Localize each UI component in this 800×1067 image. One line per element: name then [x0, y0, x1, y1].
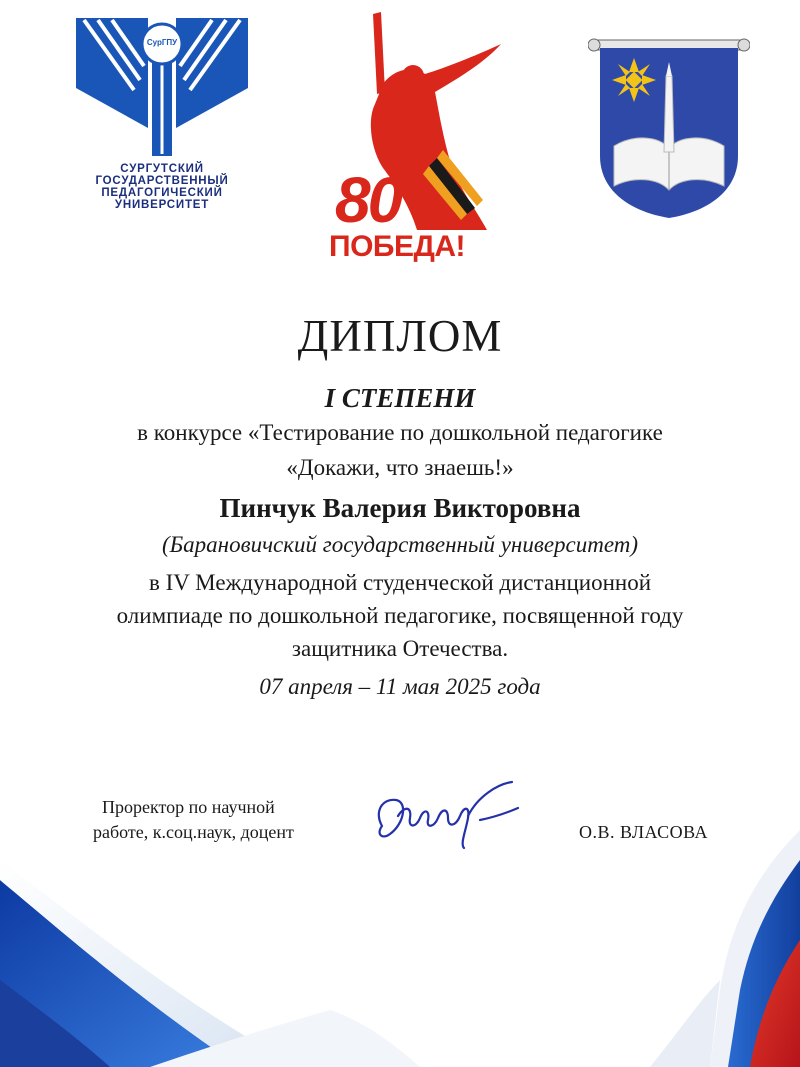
- contest-line: «Докажи, что знаешь!»: [286, 455, 514, 480]
- event-dates: 07 апреля – 11 мая 2025 года: [259, 674, 541, 699]
- description-line: в IV Международной студенческой дистанционной: [148, 570, 652, 595]
- signer-name: О.В. ВЛАСОВА: [579, 822, 709, 842]
- sgpu-badge-text: СурГПУ: [146, 38, 178, 47]
- sgpu-caption-line: УНИВЕРСИТЕТ: [114, 199, 210, 211]
- recipient-university: (Барановичский государственный университет): [161, 532, 639, 557]
- flag-ribbon-left: [0, 860, 420, 1067]
- signer-role-line: Проректор по научной: [102, 797, 275, 817]
- description-line: защитника Отечества.: [291, 636, 509, 661]
- sgpu-caption-line: СУРГУТСКИЙ: [120, 163, 204, 175]
- victory-word: ПОБЕДА!: [329, 230, 465, 263]
- victory-number: 80: [335, 164, 401, 236]
- contest-line: в конкурсе «Тестирование по дошкольной педагогике: [137, 420, 663, 445]
- diploma-title: ДИПЛОМ: [297, 311, 503, 361]
- coat-of-arms: [588, 36, 750, 220]
- diploma-degree: I СТЕПЕНИ: [324, 383, 476, 413]
- description-line: олимпиаде по дошкольной педагогике, посвященной году: [116, 603, 684, 628]
- sgpu-logo: [76, 18, 248, 218]
- handwritten-signature: [368, 776, 528, 856]
- sgpu-caption-line: ПЕДАГОГИЧЕСКИЙ: [101, 187, 223, 199]
- recipient-name: Пинчук Валерия Викторовна: [219, 493, 581, 523]
- signer-role-line: работе, к.соц.наук, доцент: [93, 822, 294, 842]
- flag-ribbon-right: [610, 830, 800, 1067]
- coat-of-arms-icon: [588, 36, 750, 220]
- sgpu-caption-line: ГОСУДАРСТВЕННЫЙ: [95, 175, 229, 187]
- victory-80-logo: [325, 8, 503, 268]
